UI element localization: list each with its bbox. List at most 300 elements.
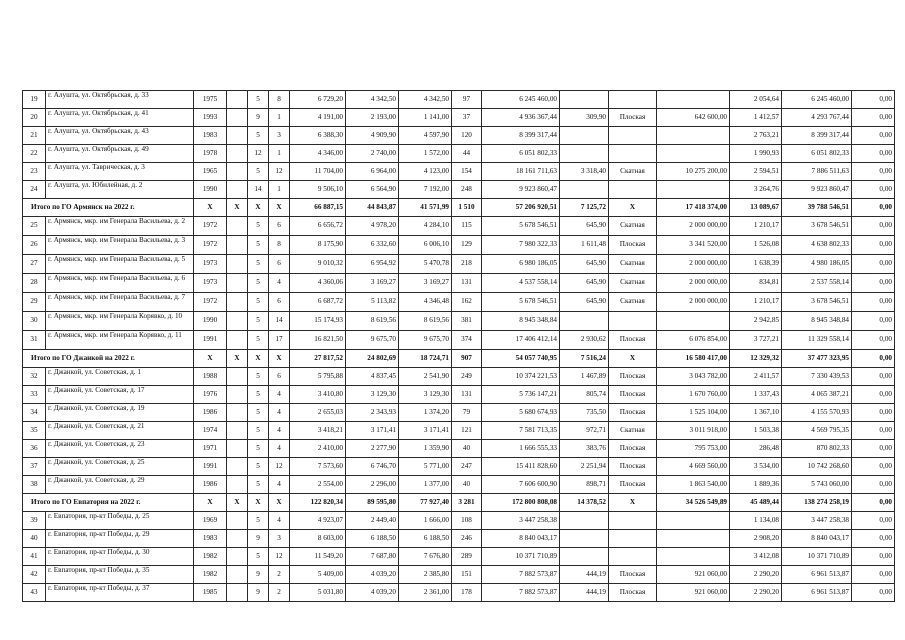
extra-cell: 0,00	[852, 566, 895, 584]
total-area-cell: 66 887,15	[290, 199, 346, 217]
roof-cost-cell: 10 275 200,00	[657, 163, 730, 181]
blank-cell-cell	[227, 236, 248, 255]
entrances-cell: 4	[269, 476, 290, 494]
floors-cell: 5	[248, 458, 269, 476]
other-cost-cell: 39 788 546,51	[782, 199, 852, 217]
floors-cell: 12	[248, 145, 269, 163]
other-cost-cell: 6 051 802,33	[782, 145, 852, 163]
blank-cell-cell	[227, 331, 248, 350]
entrances-cell: 8	[269, 91, 290, 109]
x-mark-cell: X	[248, 199, 269, 217]
row-number-cell: 19	[23, 91, 46, 109]
other-cost-cell: 2 537 558,14	[782, 274, 852, 293]
total-area-cell: 5 409,00	[290, 566, 346, 584]
residents-cell: 1 510	[452, 199, 482, 217]
other-cost-cell: 6 245 460,00	[782, 91, 852, 109]
entrances-cell: 1	[269, 109, 290, 127]
table-row	[23, 422, 895, 440]
living-area-cell: 6 964,00	[346, 163, 399, 181]
value-per-unit-cell: 1 638,39	[730, 255, 782, 274]
living-area-cell: 6 188,50	[346, 530, 399, 548]
blank-cell-cell	[227, 458, 248, 476]
row-number-cell: 33	[23, 386, 46, 404]
roof-area-cell	[560, 530, 609, 548]
extra-cell: 0,00	[852, 368, 895, 386]
row-number-cell: 22	[23, 145, 46, 163]
address-cell: г. Евпатория, пр-кт Победы, д. 29	[46, 530, 194, 548]
other-cost-cell: 9 923 860,47	[782, 181, 852, 199]
x-mark-cell: X	[609, 350, 657, 368]
residential-area-cell: 2 385,80	[399, 566, 452, 584]
roof-type-cell: Плоская	[609, 109, 657, 127]
extra-cell: 0,00	[852, 255, 895, 274]
blank-cell-cell	[227, 404, 248, 422]
table-row	[23, 163, 895, 181]
year-built-cell: 1986	[194, 404, 227, 422]
roof-area-cell: 735,50	[560, 404, 609, 422]
roof-type-cell	[609, 512, 657, 530]
value-per-unit-cell: 1 526,08	[730, 236, 782, 255]
residents-cell: 40	[452, 476, 482, 494]
entrances-cell: 8	[269, 236, 290, 255]
roof-area-cell: 444,19	[560, 584, 609, 602]
total-area-cell: 9 506,10	[290, 181, 346, 199]
value-per-unit-cell: 834,81	[730, 274, 782, 293]
floors-cell: 5	[248, 331, 269, 350]
extra-cell: 0,00	[852, 422, 895, 440]
total-cost-cell: 17 406 412,14	[482, 331, 560, 350]
residents-cell: 79	[452, 404, 482, 422]
floors-cell: 9	[248, 530, 269, 548]
extra-cell: 0,00	[852, 548, 895, 566]
row-number-cell: 35	[23, 422, 46, 440]
roof-cost-cell	[657, 548, 730, 566]
table-row	[23, 91, 895, 109]
roof-area-cell: 2 930,62	[560, 331, 609, 350]
address-cell: г. Алушта, ул. Октябрьская, д. 49	[46, 145, 194, 163]
entrances-cell: 17	[269, 331, 290, 350]
roof-area-cell: 383,76	[560, 440, 609, 458]
other-cost-cell: 3 678 546,51	[782, 217, 852, 236]
living-area-cell: 7 687,80	[346, 548, 399, 566]
residential-area-cell: 5 771,00	[399, 458, 452, 476]
total-area-cell: 6 729,20	[290, 91, 346, 109]
floors-cell: 5	[248, 386, 269, 404]
entrances-cell: 12	[269, 548, 290, 566]
roof-cost-cell	[657, 181, 730, 199]
value-per-unit-cell: 1 210,17	[730, 293, 782, 312]
floors-cell: 5	[248, 163, 269, 181]
x-mark-cell: X	[227, 199, 248, 217]
value-per-unit-cell: 2 942,85	[730, 312, 782, 331]
extra-cell: 0,00	[852, 494, 895, 512]
roof-cost-cell: 795 753,00	[657, 440, 730, 458]
roof-cost-cell: 3 043 782,00	[657, 368, 730, 386]
total-area-cell: 2 554,00	[290, 476, 346, 494]
roof-type-cell	[609, 312, 657, 331]
blank-cell-cell	[227, 312, 248, 331]
address-cell: г. Евпатория, пр-кт Победы, д. 30	[46, 548, 194, 566]
residential-area-cell: 4 346,48	[399, 293, 452, 312]
living-area-cell: 4 039,20	[346, 566, 399, 584]
blank-cell-cell	[227, 530, 248, 548]
residents-cell: 131	[452, 274, 482, 293]
total-cost-cell: 10 374 221,53	[482, 368, 560, 386]
roof-cost-cell: 921 060,00	[657, 566, 730, 584]
roof-type-cell: Скатная	[609, 274, 657, 293]
roof-type-cell: Плоская	[609, 566, 657, 584]
total-cost-cell: 5 736 147,21	[482, 386, 560, 404]
residents-cell: 907	[452, 350, 482, 368]
roof-cost-cell: 3 011 918,00	[657, 422, 730, 440]
floors-cell: 5	[248, 274, 269, 293]
entrances-cell: 6	[269, 217, 290, 236]
row-number-cell: 37	[23, 458, 46, 476]
other-cost-cell: 10 371 710,89	[782, 548, 852, 566]
living-area-cell: 6 746,70	[346, 458, 399, 476]
residential-area-cell: 4 123,00	[399, 163, 452, 181]
roof-cost-cell: 2 000 000,00	[657, 217, 730, 236]
entrances-cell: 3	[269, 530, 290, 548]
blank-cell-cell	[227, 368, 248, 386]
living-area-cell: 3 171,41	[346, 422, 399, 440]
other-cost-cell: 4 638 802,33	[782, 236, 852, 255]
roof-area-cell	[560, 91, 609, 109]
value-per-unit-cell: 13 089,67	[730, 199, 782, 217]
row-number-cell: 40	[23, 530, 46, 548]
blank-cell-cell	[227, 584, 248, 602]
row-number-cell: 20	[23, 109, 46, 127]
total-area-cell: 2 410,00	[290, 440, 346, 458]
extra-cell: 0,00	[852, 312, 895, 331]
entrances-cell: 14	[269, 312, 290, 331]
other-cost-cell: 8 840 043,17	[782, 530, 852, 548]
address-cell: г. Евпатория, пр-кт Победы, д. 25	[46, 512, 194, 530]
residents-cell: 120	[452, 127, 482, 145]
total-cost-cell: 6 980 186,05	[482, 255, 560, 274]
extra-cell: 0,00	[852, 236, 895, 255]
x-mark-cell: X	[227, 350, 248, 368]
total-area-cell: 4 923,07	[290, 512, 346, 530]
table-row	[23, 440, 895, 458]
roof-type-cell: Плоская	[609, 368, 657, 386]
row-number-cell: 38	[23, 476, 46, 494]
value-per-unit-cell: 1 337,43	[730, 386, 782, 404]
year-built-cell: 1965	[194, 163, 227, 181]
table-row	[23, 127, 895, 145]
value-per-unit-cell: 1 210,17	[730, 217, 782, 236]
extra-cell: 0,00	[852, 386, 895, 404]
year-built-cell: 1991	[194, 331, 227, 350]
address-cell: г. Армянск, мкр. им Генерала Корявко, д. 11	[46, 331, 194, 350]
total-area-cell: 4 360,06	[290, 274, 346, 293]
extra-cell: 0,00	[852, 584, 895, 602]
other-cost-cell: 3 678 546,51	[782, 293, 852, 312]
row-number-cell: 28	[23, 274, 46, 293]
living-area-cell: 4 978,20	[346, 217, 399, 236]
other-cost-cell: 4 569 795,35	[782, 422, 852, 440]
extra-cell: 0,00	[852, 274, 895, 293]
roof-type-cell: Скатная	[609, 255, 657, 274]
residential-area-cell: 9 675,70	[399, 331, 452, 350]
residential-area-cell: 4 342,50	[399, 91, 452, 109]
floors-cell: 9	[248, 566, 269, 584]
blank-cell-cell	[227, 91, 248, 109]
living-area-cell: 9 675,70	[346, 331, 399, 350]
table-row	[23, 109, 895, 127]
total-area-cell: 7 573,60	[290, 458, 346, 476]
x-mark-cell: X	[269, 350, 290, 368]
blank-cell-cell	[227, 512, 248, 530]
roof-area-cell: 1 467,89	[560, 368, 609, 386]
total-cost-cell: 15 411 828,60	[482, 458, 560, 476]
roof-type-cell	[609, 127, 657, 145]
total-area-cell: 6 687,72	[290, 293, 346, 312]
living-area-cell: 2 449,40	[346, 512, 399, 530]
total-cost-cell: 7 980 322,33	[482, 236, 560, 255]
extra-cell: 0,00	[852, 458, 895, 476]
value-per-unit-cell: 1 503,38	[730, 422, 782, 440]
extra-cell: 0,00	[852, 404, 895, 422]
year-built-cell: 1982	[194, 548, 227, 566]
roof-cost-cell	[657, 512, 730, 530]
other-cost-cell: 3 447 258,38	[782, 512, 852, 530]
total-cost-cell: 4 936 367,44	[482, 109, 560, 127]
total-area-cell: 2 655,03	[290, 404, 346, 422]
other-cost-cell: 7 330 439,53	[782, 368, 852, 386]
roof-type-cell: Плоская	[609, 584, 657, 602]
roof-area-cell: 645,90	[560, 293, 609, 312]
value-per-unit-cell: 3 727,21	[730, 331, 782, 350]
extra-cell: 0,00	[852, 331, 895, 350]
entrances-cell: 12	[269, 458, 290, 476]
total-label-cell: Итого по ГО Армянск на 2022 г.	[23, 199, 194, 217]
residential-area-cell: 6 006,10	[399, 236, 452, 255]
residential-area-cell: 77 927,40	[399, 494, 452, 512]
total-area-cell: 5 795,88	[290, 368, 346, 386]
entrances-cell: 1	[269, 145, 290, 163]
year-built-cell: 1988	[194, 368, 227, 386]
residents-cell: 108	[452, 512, 482, 530]
floors-cell: 5	[248, 293, 269, 312]
floors-cell: 14	[248, 181, 269, 199]
blank-cell-cell	[227, 145, 248, 163]
roof-cost-cell	[657, 145, 730, 163]
blank-cell-cell	[227, 109, 248, 127]
table-row	[23, 255, 895, 274]
residents-cell: 129	[452, 236, 482, 255]
row-number-cell: 23	[23, 163, 46, 181]
roof-cost-cell: 17 418 374,00	[657, 199, 730, 217]
other-cost-cell: 8 945 348,84	[782, 312, 852, 331]
residents-cell: 249	[452, 368, 482, 386]
residents-cell: 44	[452, 145, 482, 163]
total-area-cell: 6 656,72	[290, 217, 346, 236]
x-mark-cell: X	[269, 199, 290, 217]
year-built-cell: 1985	[194, 584, 227, 602]
year-built-cell: 1973	[194, 255, 227, 274]
year-built-cell: 1969	[194, 512, 227, 530]
year-built-cell: 1991	[194, 458, 227, 476]
x-mark-cell: X	[609, 199, 657, 217]
total-cost-cell: 10 371 710,89	[482, 548, 560, 566]
living-area-cell: 6 564,90	[346, 181, 399, 199]
table-row	[23, 274, 895, 293]
floors-cell: 5	[248, 476, 269, 494]
floors-cell: 5	[248, 217, 269, 236]
floors-cell: 5	[248, 236, 269, 255]
row-number-cell: 41	[23, 548, 46, 566]
extra-cell: 0,00	[852, 476, 895, 494]
entrances-cell: 4	[269, 422, 290, 440]
residential-area-cell: 5 470,78	[399, 255, 452, 274]
roof-area-cell: 444,19	[560, 566, 609, 584]
roof-cost-cell	[657, 312, 730, 331]
extra-cell: 0,00	[852, 181, 895, 199]
residential-area-cell: 1 377,00	[399, 476, 452, 494]
floors-cell: 5	[248, 127, 269, 145]
total-cost-cell: 172 800 808,08	[482, 494, 560, 512]
roof-cost-cell: 2 000 000,00	[657, 255, 730, 274]
blank-cell-cell	[227, 476, 248, 494]
blank-cell-cell	[227, 181, 248, 199]
row-number-cell: 29	[23, 293, 46, 312]
year-built-cell: 1993	[194, 109, 227, 127]
value-per-unit-cell: 1 412,57	[730, 109, 782, 127]
roof-cost-cell: 3 341 520,00	[657, 236, 730, 255]
total-area-cell: 11 704,00	[290, 163, 346, 181]
extra-cell: 0,00	[852, 440, 895, 458]
value-per-unit-cell: 3 412,08	[730, 548, 782, 566]
roof-cost-cell: 34 526 549,89	[657, 494, 730, 512]
floors-cell: 5	[248, 548, 269, 566]
value-per-unit-cell: 12 329,32	[730, 350, 782, 368]
entrances-cell: 2	[269, 584, 290, 602]
address-cell: г. Армянск, мкр. им Генерала Васильева, д. 5	[46, 255, 194, 274]
residents-cell: 218	[452, 255, 482, 274]
total-area-cell: 3 418,21	[290, 422, 346, 440]
residents-cell: 374	[452, 331, 482, 350]
document-sheet	[22, 90, 894, 602]
living-area-cell: 2 343,93	[346, 404, 399, 422]
year-built-cell: 1975	[194, 91, 227, 109]
roof-cost-cell: 6 076 854,00	[657, 331, 730, 350]
roof-area-cell: 898,71	[560, 476, 609, 494]
total-cost-cell: 9 923 860,47	[482, 181, 560, 199]
roof-cost-cell: 16 580 417,00	[657, 350, 730, 368]
total-area-cell: 4 191,00	[290, 109, 346, 127]
living-area-cell: 6 954,92	[346, 255, 399, 274]
entrances-cell: 6	[269, 368, 290, 386]
entrances-cell: 6	[269, 255, 290, 274]
entrances-cell: 12	[269, 163, 290, 181]
roof-type-cell: Плоская	[609, 331, 657, 350]
other-cost-cell: 4 980 186,05	[782, 255, 852, 274]
living-area-cell: 4 837,45	[346, 368, 399, 386]
year-built-cell: 1972	[194, 236, 227, 255]
roof-area-cell: 3 318,40	[560, 163, 609, 181]
row-number-cell: 43	[23, 584, 46, 602]
row-number-cell: 30	[23, 312, 46, 331]
address-cell: г. Армянск, мкр. им Генерала Васильева, д. 2	[46, 217, 194, 236]
blank-cell-cell	[227, 566, 248, 584]
residential-area-cell: 1 374,20	[399, 404, 452, 422]
value-per-unit-cell: 1 990,93	[730, 145, 782, 163]
residential-area-cell: 7 676,80	[399, 548, 452, 566]
blank-cell-cell	[227, 217, 248, 236]
year-built-cell: 1990	[194, 312, 227, 331]
total-area-cell: 16 821,50	[290, 331, 346, 350]
roof-type-cell: Плоская	[609, 386, 657, 404]
extra-cell: 0,00	[852, 530, 895, 548]
address-cell: г. Джанкой, ул. Советская, д. 1	[46, 368, 194, 386]
address-cell: г. Алушта, ул. Юбилейная, д. 2	[46, 181, 194, 199]
address-cell: г. Армянск, мкр. им Генерала Васильева, д. 7	[46, 293, 194, 312]
blank-cell-cell	[227, 548, 248, 566]
total-cost-cell: 3 447 258,38	[482, 512, 560, 530]
extra-cell: 0,00	[852, 293, 895, 312]
value-per-unit-cell: 1 367,10	[730, 404, 782, 422]
table-row	[23, 368, 895, 386]
residents-cell: 37	[452, 109, 482, 127]
roof-type-cell: Скатная	[609, 217, 657, 236]
total-area-cell: 4 346,00	[290, 145, 346, 163]
living-area-cell: 2 296,00	[346, 476, 399, 494]
residents-cell: 247	[452, 458, 482, 476]
total-area-cell: 6 388,30	[290, 127, 346, 145]
year-built-cell: 1976	[194, 386, 227, 404]
entrances-cell: 2	[269, 566, 290, 584]
roof-cost-cell	[657, 530, 730, 548]
total-cost-cell: 5 680 674,93	[482, 404, 560, 422]
blank-cell-cell	[227, 255, 248, 274]
floors-cell: 5	[248, 422, 269, 440]
roof-type-cell: Плоская	[609, 458, 657, 476]
blank-cell-cell	[227, 274, 248, 293]
residents-cell: 289	[452, 548, 482, 566]
table-row	[23, 548, 895, 566]
residential-area-cell: 4 284,10	[399, 217, 452, 236]
table-row	[23, 331, 895, 350]
floors-cell: 9	[248, 584, 269, 602]
total-area-cell: 27 817,52	[290, 350, 346, 368]
other-cost-cell: 7 886 511,63	[782, 163, 852, 181]
residential-area-cell: 1 141,00	[399, 109, 452, 127]
total-area-cell: 122 820,34	[290, 494, 346, 512]
residential-area-cell: 1 572,00	[399, 145, 452, 163]
other-cost-cell: 11 329 558,14	[782, 331, 852, 350]
total-cost-cell: 4 537 558,14	[482, 274, 560, 293]
total-cost-cell: 8 840 043,17	[482, 530, 560, 548]
table-row	[23, 217, 895, 236]
x-mark-cell: X	[194, 199, 227, 217]
address-cell: г. Армянск, мкр. им Генерала Васильева, д. 3	[46, 236, 194, 255]
value-per-unit-cell: 3 264,76	[730, 181, 782, 199]
living-area-cell: 4 342,50	[346, 91, 399, 109]
table-row	[23, 476, 895, 494]
living-area-cell: 5 113,82	[346, 293, 399, 312]
table-row	[23, 530, 895, 548]
year-built-cell: 1972	[194, 217, 227, 236]
residential-area-cell: 1 359,90	[399, 440, 452, 458]
total-area-cell: 5 031,80	[290, 584, 346, 602]
roof-type-cell: Скатная	[609, 422, 657, 440]
residential-area-cell: 3 171,41	[399, 422, 452, 440]
row-number-cell: 26	[23, 236, 46, 255]
entrances-cell: 1	[269, 181, 290, 199]
blank-cell-cell	[227, 163, 248, 181]
address-cell: г. Евпатория, пр-кт Победы, д. 37	[46, 584, 194, 602]
